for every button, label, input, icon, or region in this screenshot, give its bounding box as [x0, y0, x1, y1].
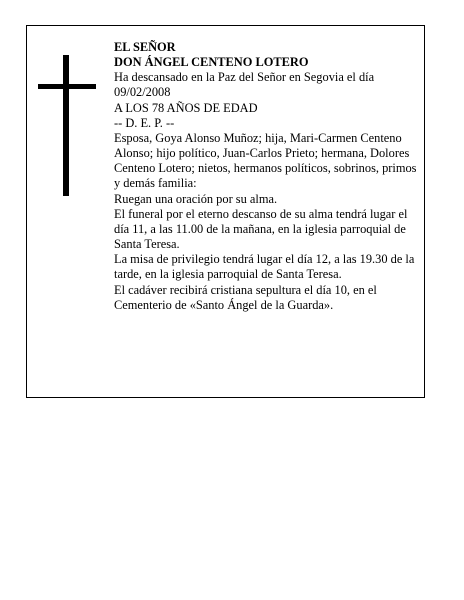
family-mourners: Esposa, Goya Alonso Muñoz; hija, Mari-Carmen Centeno Alonso; hijo político, Juan-Carlos Prieto; hermana, Dolores Centeno Lotero; nietos, hermanos políticos, sobrinos, primos y demás familia:	[114, 130, 417, 191]
deceased-name: DON ÁNGEL CENTENO LOTERO	[114, 55, 309, 70]
rest-announcement: Ha descansado en la Paz del Señor en Segovia el día 09/02/2008	[114, 70, 375, 100]
burial-info: El cadáver recibirá cristiana sepultura el día 10, en el Cementerio de «Santo Ángel de la Guarda».	[114, 282, 377, 312]
age-line: A LOS 78 AÑOS DE EDAD	[114, 100, 258, 115]
prayer-request: Ruegan una oración por su alma.	[114, 191, 278, 206]
notice-title-line1: EL SEÑOR	[114, 40, 176, 54]
cross-icon	[38, 55, 96, 196]
rip-line: -- D. E. P. --	[114, 115, 175, 130]
cross-horizontal-bar	[38, 84, 96, 89]
cross-vertical-bar	[63, 55, 69, 196]
obituary-text	[114, 40, 419, 313]
mass-info: La misa de privilegio tendrá lugar el día 12, a las 19.30 de la tarde, en la iglesia parroquial de Santa Teresa.	[114, 252, 415, 282]
funeral-info: El funeral por el eterno descanso de su alma tendrá lugar el día 11, a las 11.00 de la mañana, en la iglesia parroquial de Santa Teresa.	[114, 206, 408, 252]
